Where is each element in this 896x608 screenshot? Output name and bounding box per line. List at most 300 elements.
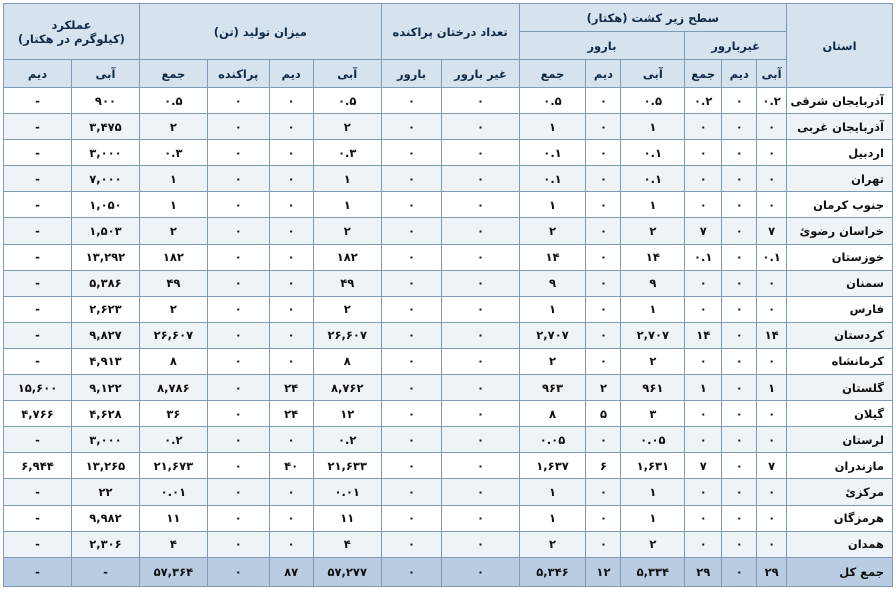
header-province: استان bbox=[787, 4, 893, 88]
table-cell: ۰ bbox=[586, 192, 621, 218]
table-cell: ۴ bbox=[139, 531, 207, 557]
table-cell: ۸ bbox=[139, 348, 207, 374]
table-cell: ۰ bbox=[207, 348, 269, 374]
table-cell: ۰.۰۵ bbox=[621, 427, 685, 453]
table-cell: ۳,۰۰۰ bbox=[72, 140, 140, 166]
table-cell: ۰ bbox=[757, 296, 787, 322]
table-cell: ۱ bbox=[621, 505, 685, 531]
table-cell: ۰ bbox=[722, 192, 757, 218]
table-cell: ۰ bbox=[269, 88, 313, 114]
province-name: جنوب کرمان bbox=[787, 192, 893, 218]
table-cell: ۰ bbox=[685, 479, 722, 505]
table-cell: ۸ bbox=[313, 348, 381, 374]
header-yield-unit: (کیلوگرم در هکتار) bbox=[18, 31, 125, 46]
table-cell: ۲ bbox=[313, 296, 381, 322]
table-cell: ۰ bbox=[207, 244, 269, 270]
table-cell: ۲ bbox=[621, 218, 685, 244]
table-cell: ۰ bbox=[442, 375, 519, 401]
province-name: سمنان bbox=[787, 270, 893, 296]
table-cell: ۳,۴۷۵ bbox=[72, 114, 140, 140]
subheader-tree-bearing: بارور bbox=[381, 60, 442, 88]
table-cell: ۰ bbox=[442, 166, 519, 192]
table-cell: - bbox=[4, 531, 72, 557]
table-cell: ۰ bbox=[207, 270, 269, 296]
table-cell: ۰ bbox=[722, 114, 757, 140]
table-cell: ۰ bbox=[722, 479, 757, 505]
total-cell: ۵۷,۲۷۷ bbox=[313, 557, 381, 586]
table-cell: ۰ bbox=[269, 192, 313, 218]
table-cell: ۰ bbox=[207, 479, 269, 505]
table-cell: ۰ bbox=[757, 505, 787, 531]
province-name: اردبیل bbox=[787, 140, 893, 166]
table-cell: ۰ bbox=[757, 192, 787, 218]
table-row bbox=[4, 531, 893, 557]
subheader-p-total: جمع bbox=[139, 60, 207, 88]
table-cell: ۰ bbox=[586, 322, 621, 348]
table-cell: ۹۰۰ bbox=[72, 88, 140, 114]
table-cell: ۰.۲ bbox=[313, 427, 381, 453]
table-cell: ۲۱,۶۷۳ bbox=[139, 453, 207, 479]
table-row bbox=[4, 296, 893, 322]
header-non-bearing: غیربارور bbox=[685, 32, 787, 60]
table-cell: ۰ bbox=[722, 531, 757, 557]
table-cell: ۹,۱۲۲ bbox=[72, 375, 140, 401]
table-cell: ۷ bbox=[685, 453, 722, 479]
table-cell: ۶ bbox=[586, 453, 621, 479]
table-cell: ۵ bbox=[586, 401, 621, 427]
table-row bbox=[4, 479, 893, 505]
table-cell: ۲ bbox=[586, 375, 621, 401]
table-cell: ۰.۰۵ bbox=[519, 427, 586, 453]
table-cell: ۱۴ bbox=[685, 322, 722, 348]
table-cell: ۱ bbox=[313, 166, 381, 192]
table-cell: ۱ bbox=[621, 192, 685, 218]
table-cell: - bbox=[4, 166, 72, 192]
table-cell: ۰.۲ bbox=[757, 88, 787, 114]
table-cell: ۰ bbox=[757, 531, 787, 557]
table-cell: ۰ bbox=[442, 348, 519, 374]
table-cell: ۲,۷۰۷ bbox=[519, 322, 586, 348]
total-cell: - bbox=[72, 557, 140, 586]
table-cell: ۰ bbox=[381, 166, 442, 192]
subheader-b-irrigated: آبی bbox=[621, 60, 685, 88]
table-cell: ۰.۲ bbox=[685, 88, 722, 114]
table-cell: ۰ bbox=[685, 192, 722, 218]
total-cell: ۵,۳۳۴ bbox=[621, 557, 685, 586]
table-body bbox=[4, 88, 893, 558]
table-cell: ۲ bbox=[313, 218, 381, 244]
table-cell: ۱۵,۶۰۰ bbox=[4, 375, 72, 401]
table-cell: ۵,۳۸۶ bbox=[72, 270, 140, 296]
table-cell: ۱۴ bbox=[519, 244, 586, 270]
table-cell: ۷,۰۰۰ bbox=[72, 166, 140, 192]
table-cell: ۰ bbox=[586, 166, 621, 192]
header-scattered-trees: تعداد درختان پراکنده bbox=[381, 4, 519, 60]
table-cell: ۰ bbox=[586, 348, 621, 374]
table-cell: ۰ bbox=[442, 244, 519, 270]
table-cell: ۰ bbox=[586, 140, 621, 166]
table-row bbox=[4, 192, 893, 218]
table-cell: ۰ bbox=[207, 375, 269, 401]
subheader-y-irrigated: آبی bbox=[72, 60, 140, 88]
table-cell: ۱,۰۵۰ bbox=[72, 192, 140, 218]
table-cell: ۹۶۱ bbox=[621, 375, 685, 401]
table-cell: - bbox=[4, 114, 72, 140]
table-row bbox=[4, 140, 893, 166]
total-label: جمع کل bbox=[787, 557, 893, 586]
table-cell: ۴,۹۱۳ bbox=[72, 348, 140, 374]
province-name: خراسان رضوئ bbox=[787, 218, 893, 244]
table-cell: ۰ bbox=[381, 114, 442, 140]
subheader-p-irrigated: آبی bbox=[313, 60, 381, 88]
table-cell: ۷ bbox=[757, 218, 787, 244]
table-cell: ۰ bbox=[722, 270, 757, 296]
table-cell: ۰ bbox=[442, 218, 519, 244]
table-cell: ۰ bbox=[586, 270, 621, 296]
table-cell: ۰ bbox=[757, 401, 787, 427]
table-cell: ۰ bbox=[722, 88, 757, 114]
table-cell: ۰ bbox=[685, 270, 722, 296]
total-cell: ۲۹ bbox=[685, 557, 722, 586]
table-row bbox=[4, 88, 893, 114]
table-cell: ۰ bbox=[381, 88, 442, 114]
table-cell: ۱ bbox=[519, 296, 586, 322]
table-cell: ۰ bbox=[381, 270, 442, 296]
table-cell: ۰ bbox=[442, 114, 519, 140]
table-cell: ۰.۱ bbox=[621, 140, 685, 166]
table-cell: ۰ bbox=[757, 114, 787, 140]
table-cell: ۰ bbox=[757, 140, 787, 166]
table-cell: ۰ bbox=[442, 88, 519, 114]
subheader-y-dryland: دیم bbox=[4, 60, 72, 88]
table-cell: ۲۴ bbox=[269, 375, 313, 401]
subheader-nb-dryland: دیم bbox=[722, 60, 757, 88]
table-row bbox=[4, 166, 893, 192]
table-cell: ۸,۷۸۶ bbox=[139, 375, 207, 401]
table-cell: ۰.۳ bbox=[139, 140, 207, 166]
table-cell: ۱ bbox=[621, 479, 685, 505]
table-cell: ۹,۸۲۷ bbox=[72, 322, 140, 348]
table-cell: ۰ bbox=[269, 322, 313, 348]
table-cell: ۰ bbox=[442, 192, 519, 218]
table-cell: ۰ bbox=[757, 166, 787, 192]
table-cell: ۲۶,۶۰۷ bbox=[139, 322, 207, 348]
table-row bbox=[4, 375, 893, 401]
province-name: آذربایجان غربی bbox=[787, 114, 893, 140]
table-cell: ۲ bbox=[621, 348, 685, 374]
table-cell: ۲,۶۲۳ bbox=[72, 296, 140, 322]
table-row bbox=[4, 453, 893, 479]
table-cell: ۱,۶۳۱ bbox=[621, 453, 685, 479]
table-cell: ۰ bbox=[442, 427, 519, 453]
table-cell: ۰.۵ bbox=[519, 88, 586, 114]
table-cell: ۸,۷۶۲ bbox=[313, 375, 381, 401]
table-cell: ۰ bbox=[442, 296, 519, 322]
table-cell: ۰ bbox=[381, 505, 442, 531]
table-cell: ۰ bbox=[685, 505, 722, 531]
table-cell: ۹,۹۸۲ bbox=[72, 505, 140, 531]
table-row bbox=[4, 244, 893, 270]
table-cell: ۰ bbox=[722, 348, 757, 374]
table-cell: ۰ bbox=[586, 218, 621, 244]
table-cell: ۰.۱ bbox=[621, 166, 685, 192]
table-cell: ۰ bbox=[269, 531, 313, 557]
table-cell: ۰ bbox=[685, 348, 722, 374]
table-cell: ۰ bbox=[586, 296, 621, 322]
table-cell: ۱ bbox=[519, 192, 586, 218]
table-cell: ۱۱ bbox=[313, 505, 381, 531]
table-cell: ۰ bbox=[685, 140, 722, 166]
table-cell: ۰ bbox=[586, 114, 621, 140]
table-cell: ۰ bbox=[207, 114, 269, 140]
table-cell: ۰ bbox=[685, 427, 722, 453]
table-cell: ۰ bbox=[207, 322, 269, 348]
table-row bbox=[4, 401, 893, 427]
total-cell: ۰ bbox=[442, 557, 519, 586]
table-cell: ۰ bbox=[207, 192, 269, 218]
table-cell: ۰ bbox=[207, 296, 269, 322]
province-name: گیلان bbox=[787, 401, 893, 427]
table-cell: ۲ bbox=[139, 218, 207, 244]
table-cell: ۰ bbox=[586, 531, 621, 557]
table-row bbox=[4, 114, 893, 140]
table-cell: ۰.۱ bbox=[685, 244, 722, 270]
total-row bbox=[4, 557, 893, 586]
table-cell: ۰ bbox=[722, 244, 757, 270]
total-cell: ۰ bbox=[381, 557, 442, 586]
table-cell: ۰ bbox=[586, 505, 621, 531]
table-cell: - bbox=[4, 427, 72, 453]
table-cell: ۹ bbox=[621, 270, 685, 296]
table-cell: ۰ bbox=[722, 427, 757, 453]
header-area-group: سطح زیر کشت (هکتار) bbox=[519, 4, 787, 32]
table-cell: ۳ bbox=[621, 401, 685, 427]
table-cell: ۲۶,۶۰۷ bbox=[313, 322, 381, 348]
table-cell: ۰ bbox=[442, 140, 519, 166]
subheader-b-dryland: دیم bbox=[586, 60, 621, 88]
total-cell: - bbox=[4, 557, 72, 586]
table-cell: ۹۶۳ bbox=[519, 375, 586, 401]
table-cell: ۰.۵ bbox=[139, 88, 207, 114]
table-cell: ۰ bbox=[207, 218, 269, 244]
table-cell: ۰ bbox=[586, 479, 621, 505]
table-cell: ۱ bbox=[757, 375, 787, 401]
table-cell: ۴,۶۲۸ bbox=[72, 401, 140, 427]
table-cell: ۰ bbox=[381, 453, 442, 479]
table-cell: ۰ bbox=[381, 479, 442, 505]
table-cell: ۰ bbox=[722, 218, 757, 244]
table-cell: ۰.۰۱ bbox=[313, 479, 381, 505]
total-cell: ۰ bbox=[722, 557, 757, 586]
table-cell: ۴ bbox=[313, 531, 381, 557]
table-cell: - bbox=[4, 505, 72, 531]
table-cell: ۰ bbox=[207, 505, 269, 531]
table-cell: ۱۳,۲۹۲ bbox=[72, 244, 140, 270]
total-cell: ۵۷,۳۶۴ bbox=[139, 557, 207, 586]
table-cell: ۲ bbox=[621, 531, 685, 557]
table-cell: ۰ bbox=[381, 296, 442, 322]
table-cell: ۰ bbox=[442, 505, 519, 531]
table-cell: ۰.۰۱ bbox=[139, 479, 207, 505]
subheader-b-total: جمع bbox=[519, 60, 586, 88]
table-cell: - bbox=[4, 348, 72, 374]
table-cell: ۰ bbox=[381, 322, 442, 348]
table-cell: ۰ bbox=[442, 453, 519, 479]
table-cell: ۰ bbox=[381, 192, 442, 218]
table-cell: - bbox=[4, 322, 72, 348]
table-row bbox=[4, 348, 893, 374]
province-name: هرمزگان bbox=[787, 505, 893, 531]
province-name: تهران bbox=[787, 166, 893, 192]
table-cell: ۰ bbox=[269, 166, 313, 192]
table-cell: - bbox=[4, 244, 72, 270]
subheader-nb-total: جمع bbox=[685, 60, 722, 88]
table-cell: ۰ bbox=[722, 453, 757, 479]
table-cell: ۱ bbox=[519, 479, 586, 505]
province-name: همدان bbox=[787, 531, 893, 557]
table-cell: ۴۹ bbox=[139, 270, 207, 296]
table-cell: ۰ bbox=[722, 505, 757, 531]
table-cell: ۴,۷۶۶ bbox=[4, 401, 72, 427]
table-cell: ۰ bbox=[685, 114, 722, 140]
table-cell: ۲۱,۶۳۳ bbox=[313, 453, 381, 479]
table-cell: ۲۴ bbox=[269, 401, 313, 427]
table-cell: ۰ bbox=[685, 401, 722, 427]
table-cell: ۱ bbox=[685, 375, 722, 401]
table-cell: ۰ bbox=[442, 531, 519, 557]
table-cell: ۰.۲ bbox=[139, 427, 207, 453]
table-cell: ۳۶ bbox=[139, 401, 207, 427]
table-cell: - bbox=[4, 479, 72, 505]
header-production: میزان تولید (تن) bbox=[139, 4, 381, 60]
table-cell: ۰ bbox=[381, 375, 442, 401]
table-cell: ۰ bbox=[685, 531, 722, 557]
table-row bbox=[4, 505, 893, 531]
table-cell: ۷ bbox=[685, 218, 722, 244]
table-cell: ۱۸۲ bbox=[139, 244, 207, 270]
table-cell: ۰.۵ bbox=[621, 88, 685, 114]
table-cell: ۰ bbox=[269, 140, 313, 166]
table-cell: ۰ bbox=[381, 244, 442, 270]
total-cell: ۰ bbox=[207, 557, 269, 586]
table-cell: ۱۱ bbox=[139, 505, 207, 531]
table-cell: ۴۰ bbox=[269, 453, 313, 479]
table-cell: ۰.۱ bbox=[519, 166, 586, 192]
table-cell: ۰ bbox=[722, 401, 757, 427]
table-cell: ۰ bbox=[269, 348, 313, 374]
subheader-p-dryland: دیم bbox=[269, 60, 313, 88]
province-name: لرستان bbox=[787, 427, 893, 453]
table-cell: - bbox=[4, 192, 72, 218]
table-cell: - bbox=[4, 88, 72, 114]
table-cell: ۰ bbox=[207, 453, 269, 479]
table-cell: ۱۲ bbox=[313, 401, 381, 427]
table-cell: ۰ bbox=[442, 479, 519, 505]
table-cell: ۰ bbox=[757, 479, 787, 505]
province-name: کردستان bbox=[787, 322, 893, 348]
table-cell: ۰ bbox=[381, 531, 442, 557]
table-cell: ۱ bbox=[139, 192, 207, 218]
table-cell: ۲ bbox=[139, 296, 207, 322]
table-cell: ۱۸۲ bbox=[313, 244, 381, 270]
table-cell: ۰ bbox=[757, 427, 787, 453]
table-cell: ۱ bbox=[621, 296, 685, 322]
table-cell: ۲ bbox=[519, 348, 586, 374]
table-cell: ۱,۶۳۷ bbox=[519, 453, 586, 479]
total-cell: ۲۹ bbox=[757, 557, 787, 586]
subheader-nb-irrigated: آبی bbox=[757, 60, 787, 88]
table-cell: ۰ bbox=[381, 401, 442, 427]
header-yield-title: عملکرد bbox=[51, 17, 92, 32]
table-cell: ۰ bbox=[207, 88, 269, 114]
table-row bbox=[4, 427, 893, 453]
table-cell: ۰.۱ bbox=[519, 140, 586, 166]
table-cell: ۰ bbox=[381, 427, 442, 453]
table-cell: ۰ bbox=[207, 140, 269, 166]
table-cell: ۰ bbox=[757, 348, 787, 374]
table-cell: ۰ bbox=[685, 296, 722, 322]
table-cell: ۹ bbox=[519, 270, 586, 296]
table-cell: ۰ bbox=[722, 296, 757, 322]
table-cell: ۰ bbox=[269, 270, 313, 296]
table-cell: ۶,۹۴۴ bbox=[4, 453, 72, 479]
table-cell: ۰ bbox=[586, 244, 621, 270]
table-cell: ۱ bbox=[519, 505, 586, 531]
province-name: آذربایجان شرقی bbox=[787, 88, 893, 114]
table-cell: ۸ bbox=[519, 401, 586, 427]
table-cell: ۲ bbox=[519, 218, 586, 244]
total-cell: ۱۲ bbox=[586, 557, 621, 586]
table-row bbox=[4, 270, 893, 296]
table-cell: ۰ bbox=[269, 479, 313, 505]
table-cell: ۰.۳ bbox=[313, 140, 381, 166]
table-cell: ۰ bbox=[722, 166, 757, 192]
subheader-p-scattered: پراکنده bbox=[207, 60, 269, 88]
table-container bbox=[3, 3, 893, 605]
table-cell: ۱۳,۲۶۵ bbox=[72, 453, 140, 479]
table-cell: ۰ bbox=[586, 427, 621, 453]
table-cell: ۰ bbox=[685, 166, 722, 192]
table-cell: ۰ bbox=[722, 375, 757, 401]
table-cell: ۰ bbox=[722, 322, 757, 348]
table-cell: ۱ bbox=[139, 166, 207, 192]
table-cell: - bbox=[4, 270, 72, 296]
table-cell: ۰.۵ bbox=[313, 88, 381, 114]
table-cell: - bbox=[4, 296, 72, 322]
table-cell: ۱ bbox=[621, 114, 685, 140]
table-cell: ۰ bbox=[207, 427, 269, 453]
table-cell: ۱۴ bbox=[621, 244, 685, 270]
table-cell: ۰ bbox=[442, 401, 519, 427]
table-cell: ۳,۰۰۰ bbox=[72, 427, 140, 453]
header-bearing: بارور bbox=[519, 32, 685, 60]
table-cell: ۰ bbox=[586, 88, 621, 114]
total-cell: ۵,۳۴۶ bbox=[519, 557, 586, 586]
table-cell: ۰ bbox=[381, 218, 442, 244]
table-cell: - bbox=[4, 140, 72, 166]
table-cell: ۱,۵۰۳ bbox=[72, 218, 140, 244]
table-cell: ۰ bbox=[269, 114, 313, 140]
table-cell: ۰ bbox=[269, 427, 313, 453]
province-name: گلستان bbox=[787, 375, 893, 401]
table-cell: ۰ bbox=[269, 218, 313, 244]
table-cell: ۲,۷۰۷ bbox=[621, 322, 685, 348]
province-name: خوزستان bbox=[787, 244, 893, 270]
table-cell: ۲ bbox=[519, 531, 586, 557]
table-cell: ۰ bbox=[381, 348, 442, 374]
table-cell: ۰.۱ bbox=[757, 244, 787, 270]
table-cell: ۰ bbox=[207, 166, 269, 192]
